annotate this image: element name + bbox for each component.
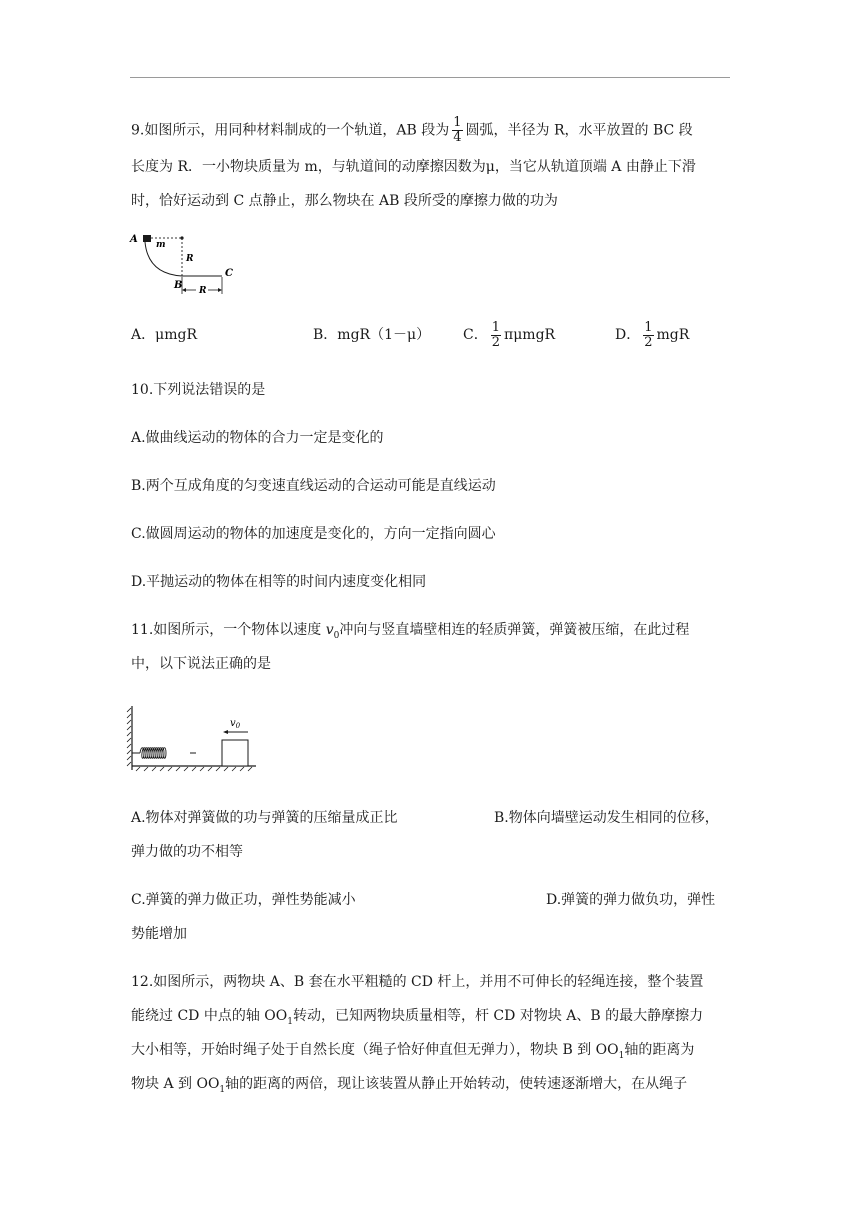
q9-line3: 时，恰好运动到 C 点静止，那么物块在 AB 段所受的摩擦力做的功为 (131, 193, 558, 209)
velocity-symbol: v (325, 622, 334, 638)
q11-option-C: C.弹簧的弹力做正功，弹性势能减小 (131, 892, 356, 908)
q11-option-A: A.物体对弹簧做的功与弹簧的压缩量成正比 (131, 810, 398, 826)
q12-line3: 大小相等，开始时绳子处于自然长度（绳子恰好伸直但无弹力），物块 B 到 $OO_1$轴的距离为 (131, 1042, 695, 1061)
label-C: C (225, 268, 233, 279)
floor-hatch (136, 767, 252, 771)
q9-line1: 9.如图所示，用同种材料制成的一个轨道，AB 段为 $\frac{1}{4}$ 圆弧，半径为 R，水平放置的 BC 段 (131, 115, 693, 145)
header-rule (130, 77, 730, 78)
spring-figure (126, 704, 260, 774)
q9-option-B: B．mgR（1－μ） (313, 327, 431, 343)
q10-option-A: A.做曲线运动的物体的合力一定是变化的 (131, 430, 384, 446)
q9-line2: 长度为 R．一小物块质量为 m，与轨道间的动摩擦因数为μ，当它从轨道顶端 A 由静止下滑 (131, 159, 696, 175)
q11-option-B-line2: 弹力做的功不相等 (131, 844, 243, 860)
q10-option-C: C.做圆周运动的物体的加速度是变化的，方向一定指向圆心 (131, 526, 496, 542)
q12-line1: 12.如图所示，两物块 A、B 套在水平粗糙的 CD 杆上，并用不可伸长的轻绳连接，整个装置 (131, 974, 704, 990)
q11-option-D-line2: 势能增加 (131, 926, 187, 942)
label-m: m (156, 240, 166, 250)
label-B: B (174, 280, 183, 291)
label-R-horizontal: R (199, 286, 207, 296)
q10-option-D: D.平抛运动的物体在相等的时间内速度变化相同 (131, 574, 427, 590)
moving-block (222, 740, 248, 766)
q12-line4: 物块 A 到 $OO_1$轴的距离的两倍，现让该装置从静止开始转动，使转速逐渐增大，在从绳子 (131, 1076, 688, 1095)
dim-arrow-right (218, 288, 222, 292)
q9-option-D: D． $\frac{1}{2}$ mgR (615, 319, 690, 350)
label-v0: $v_0$ (230, 718, 241, 730)
fraction-one-half-C: $\frac{1}{2}$ (491, 319, 500, 350)
block-m (143, 235, 151, 242)
q11-line2: 中，以下说法正确的是 (131, 656, 271, 672)
q12-line2: 能绕过 CD 中点的轴 $OO_1$转动，已知两物块质量相等，杆 CD 对物块 A、B 的最大静摩擦力 (131, 1008, 704, 1027)
q11-option-B-line1: B.物体向墙壁运动发生相同的位移， (494, 810, 719, 826)
q11-option-D-line1: D.弹簧的弹力做负功，弹性 (546, 892, 716, 908)
label-R-vertical: R (186, 254, 194, 264)
fraction-one-half-D: $\frac{1}{2}$ (644, 319, 653, 350)
label-A: A (130, 234, 138, 245)
q9-option-C: C． $\frac{1}{2}$ πμmgR (463, 319, 556, 350)
wall-hatch (127, 708, 131, 766)
track-figure (128, 228, 243, 300)
q11-line1: 11.如图所示，一个物体以速度 $v_0$冲向与竖直墙壁相连的轻质弹簧，弹簧被压缩，在此过程 (131, 622, 690, 641)
q9-option-A: A．μmgR (131, 327, 197, 343)
fraction-one-quarter: $\frac{1}{4}$ (453, 115, 462, 145)
q10-option-B: B.两个互成角度的匀变速直线运动的合运动可能是直线运动 (131, 478, 496, 494)
spring-coil (140, 748, 166, 759)
dim-arrow-left (182, 288, 186, 292)
q10-stem: 10.下列说法错误的是 (131, 382, 266, 398)
velocity-arrowhead (223, 730, 228, 734)
